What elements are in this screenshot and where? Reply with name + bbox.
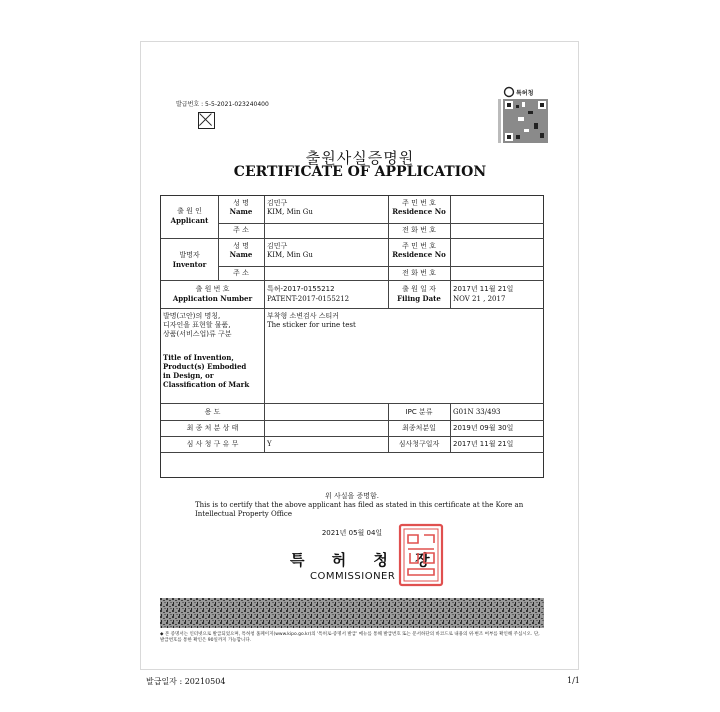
phone-label: 전 화 번 호 <box>402 226 436 234</box>
filing-date-en: NOV 21 , 2017 <box>453 295 506 303</box>
barcode-band-icon <box>160 598 544 628</box>
applicant-label-en: Applicant <box>170 216 209 225</box>
footnote: ◆ 본 증명서는 인터넷으로 발급되었으며, 특허청 홈페이지(www.kipo.go.kr)의 '특허로-증명서 발급' 메뉴를 통해 발급번호 또는 문서하단의 바코드로 내용의 위·변조 여부를 확인해 주십시오. 단, 발급번호를 통한 확인은 90일까지 가능합니다. <box>160 632 540 643</box>
app-number-ko: 특허-2017-0155212 <box>267 285 335 293</box>
inventor-name-en: KIM, Min Gu <box>267 251 313 259</box>
inventor-resident-label-en: Residence No <box>392 250 446 259</box>
qr-code-icon <box>498 85 550 145</box>
title-label-ko-1: 발명(고안)의 명칭, <box>163 312 221 320</box>
inventor-name-label-en: Name <box>229 250 253 259</box>
app-number-label-ko: 출 원 번 호 <box>195 285 230 293</box>
certification-en: This is to certify that the above applicant has filed as stated in this certificate at the Kore an Intellectual Property Office <box>195 501 524 518</box>
inventor-label-en: Inventor <box>172 260 207 269</box>
page-number: 1/1 <box>567 676 580 685</box>
inventor-label-ko: 발명자 <box>179 251 200 259</box>
inventor-address-label: 주 소 <box>233 269 249 277</box>
title-korean: 출원사실증명원 <box>305 149 415 167</box>
official-seal-icon <box>398 523 444 587</box>
inventor-name-label-ko: 성 명 <box>233 242 249 250</box>
checkbox-x-icon <box>198 112 215 129</box>
applicant-name-ko: 김민구 <box>267 199 288 207</box>
issue-date-line: 발급일자 : 20210504 <box>146 677 226 686</box>
title-label-ko-3: 상품(서비스업)류 구분 <box>163 330 232 338</box>
applicant-label-ko: 출 원 인 <box>177 207 202 215</box>
invention-title-en: The sticker for urine test <box>267 321 356 329</box>
title-label-en-1: Title of Invention, <box>163 353 234 362</box>
qr-label: 특허청 <box>516 90 534 97</box>
use-label: 용 도 <box>204 408 221 416</box>
inventor-phone-label: 전 화 번 호 <box>402 269 436 277</box>
title-label-en-3: in Design, or <box>163 371 214 380</box>
final-disposition-date-label: 최종처분일 <box>402 424 436 432</box>
issue-date-ko: 2021년 05월 04일 <box>321 529 383 537</box>
invention-title-ko: 부착형 소변검사 스티커 <box>267 312 340 320</box>
filing-date-ko: 2017년 11월 21일 <box>453 285 514 293</box>
exam-request-value: Y <box>267 440 272 448</box>
issue-number: 발급번호 : 5-5-2021-023240400 <box>176 101 269 108</box>
title-label-en-4: Classification of Mark <box>163 380 250 389</box>
applicant-name-en: KIM, Min Gu <box>267 208 313 216</box>
name-label-ko: 성 명 <box>233 199 249 207</box>
exam-request-date-label: 심사청구일자 <box>398 440 440 448</box>
final-disposition-date: 2019년 09월 30일 <box>453 424 514 432</box>
title-english: CERTIFICATE OF APPLICATION <box>233 164 487 180</box>
inventor-name-ko: 김민구 <box>267 242 288 250</box>
title-label-en-2: Product(s) Embodied <box>163 362 247 371</box>
inventor-resident-label-ko: 주 민 번 호 <box>402 242 436 250</box>
app-number-label-en: Application Number <box>172 294 253 303</box>
ipc-label: IPC 분류 <box>405 408 433 416</box>
title-label-ko-2: 디자인을 표현할 물품, <box>163 321 231 329</box>
resident-label-ko: 주 민 번 호 <box>402 199 436 207</box>
kipo-commissioner-ko: 특 허 청 장 <box>290 551 441 569</box>
certification-ko: 위 사실을 증명함. <box>324 492 379 500</box>
filing-date-label-ko: 출 원 일 자 <box>402 285 436 293</box>
application-table <box>160 195 544 478</box>
address-label: 주 소 <box>233 226 249 234</box>
resident-label-en: Residence No <box>392 207 446 216</box>
final-disposition-label: 최 종 처 분 상 태 <box>186 424 239 432</box>
name-label-en: Name <box>229 207 253 216</box>
ipc-value: G01N 33/493 <box>453 408 501 416</box>
commissioner-label: COMMISSIONER <box>310 571 396 582</box>
filing-date-label-en: Filing Date <box>397 294 441 303</box>
app-number-en: PATENT-2017-0155212 <box>267 295 350 303</box>
exam-request-label: 심 사 청 구 유 무 <box>186 440 239 448</box>
exam-request-date: 2017년 11월 21일 <box>453 440 514 448</box>
